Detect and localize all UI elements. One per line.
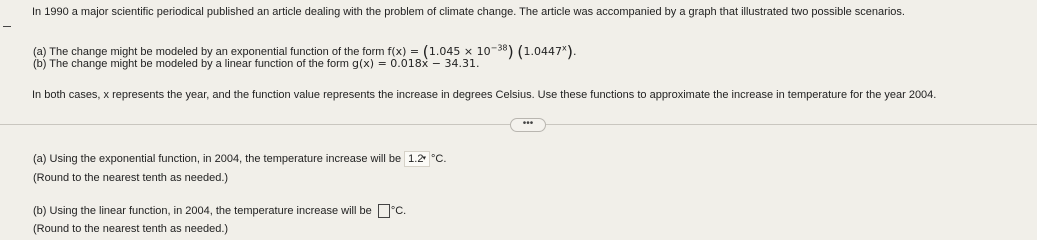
part-a-label: (a) The change might be modeled by an exponential function of the form [33, 46, 385, 58]
left-margin-mark [3, 26, 11, 27]
question-a-text: (a) Using the exponential function, in 2004, the temperature increase will be [33, 152, 402, 165]
question-a-rounding-note: (Round to the nearest tenth as needed.) [33, 172, 229, 184]
exponential-formula: $f(x) = (1.045 \times 10^{-38})$ (1.0447$^x$). [387, 42, 577, 61]
part-b-label: (b) The change might be modeled by a linear function of the form [33, 58, 349, 70]
question-b-rounding-note: (Round to the nearest tenth as needed.) [33, 223, 229, 235]
instruction-text: In both cases, x represents the year, and the function value represents the increase in degrees Celsius. Use these functions to approximate the increase in temperature for the year 2004. [32, 89, 937, 101]
question-b-text: (b) Using the linear function, in 2004, the temperature increase will be [33, 204, 372, 217]
answer-b-input[interactable] [378, 204, 390, 218]
question-b [33, 204, 406, 218]
problem-intro: In 1990 a major scientific periodical published an article dealing with the problem of climate change. The article was accompanied by a graph that illustrated two possible scenarios. [32, 6, 905, 18]
answer-b-unit: °C. [390, 204, 407, 217]
linear-formula: g(x) = 0.018x − 34.31. [352, 57, 480, 70]
answer-a-input[interactable]: 1.2▾ [404, 151, 430, 167]
question-a [33, 151, 446, 167]
more-options-button[interactable]: ••• [510, 118, 546, 132]
answer-a-unit: °C. [430, 152, 447, 165]
part-b-description [33, 57, 479, 70]
